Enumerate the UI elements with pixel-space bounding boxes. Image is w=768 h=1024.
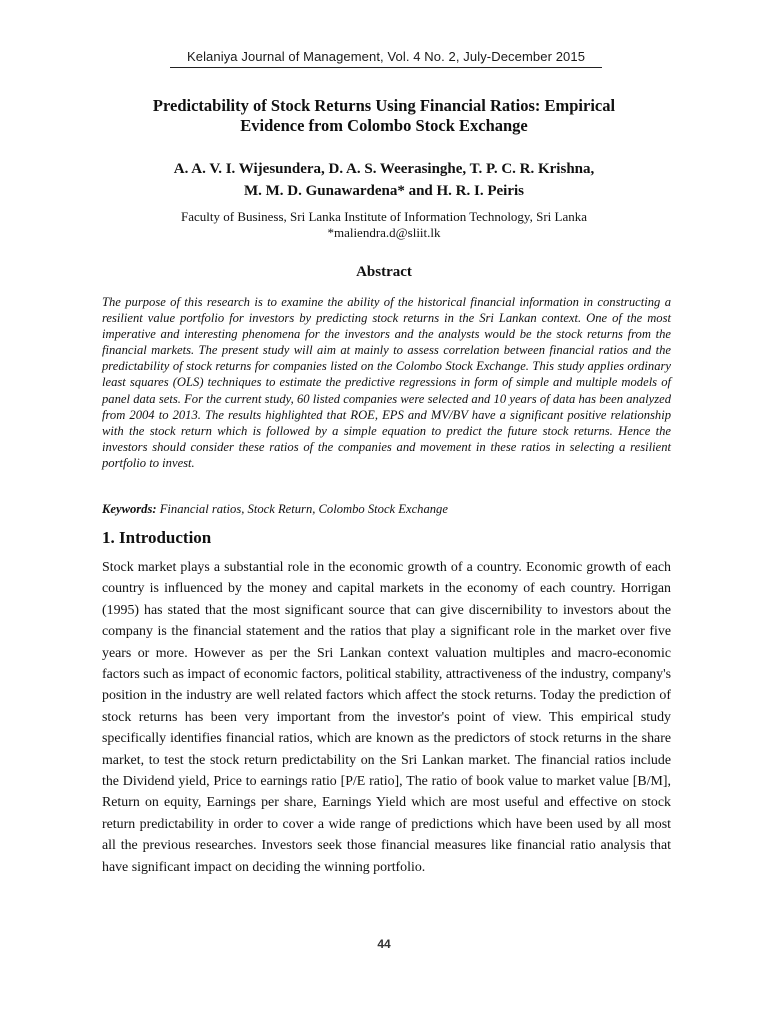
paper-title-line-2: Evidence from Colombo Stock Exchange [240, 116, 528, 135]
affiliation-email: *maliendra.d@sliit.lk [327, 225, 441, 240]
author-list-line-1: A. A. V. I. Wijesundera, D. A. S. Weerasinghe, T. P. C. R. Krishna, [173, 161, 595, 177]
introduction-body: Stock market plays a substantial role in the economic growth of a country. Economic growth of each country is influenced by the money and capital markets in the economy of each country. Horrigan (1995) has stated that the most significant source that can give discernibility to investors about the company is the financial statement and the ratios that play a significant role in the market over five years or more. However as per the Sri Lankan context valuation multiples and macro-economic factors such as impact of economic factors, political stability, attractiveness of the industry, company's position in the industry are well related factors which affect the stock returns. Today the prediction of stock returns has been very important from the investor's point of view. This empirical study specifically identifies financial ratios, which are known as the predictors of stock returns in the share market, to test the stock return predictability on the Sri Lankan market. The financial ratios include the Dividend yield, Price to earnings ratio [P/E ratio], The ratio of book value to market value [B/M], Return on equity, Earnings per share, Earnings Yield which are most useful and effective on stock return predictability in order to cover a wide range of predictions which have been used by all most all the previous researches. Investors seek those financial measures like financial ratio analysis that have significant impact on deciding the winning portfolio. [102, 560, 671, 875]
page-number: 44 [377, 937, 391, 951]
abstract-body: The purpose of this research is to examine the ability of the historical financial information in constructing a resilient value portfolio for investors by predicting stock returns in the Sri Lankan context. One of the most imperative and interesting phenomena for the investors and the analysts would be the stock returns from the financial markets. The present study will aim at mainly to assess correlation between financial ratios and the predictability of stock returns for companies listed on the Colombo Stock Exchange. This study applies ordinary least squares (OLS) techniques to estimate the predictive regressions in form of simple and multiple models of panel data sets. For the current study, 60 listed companies were selected and 10 years of data has been analyzed from 2004 to 2013. The results highlighted that ROE, EPS and MV/BV have a significant positive relationship with the stock return which is followed by a simple equation to predict the future stock returns. Hence the investors should consider these ratios of the companies and movement in these ratios in selecting a resilient portfolio to invest. [102, 295, 671, 470]
keywords-label: Keywords: [102, 502, 157, 516]
keywords [102, 501, 671, 517]
affiliation-institution: Faculty of Business, Sri Lanka Institute of Information Technology, Sri Lanka [181, 209, 587, 224]
affiliation [90, 209, 678, 241]
author-list [90, 158, 678, 202]
running-header: Kelaniya Journal of Management, Vol. 4 No. 2, July-December 2015 [186, 49, 586, 64]
paper-title-line-1: Predictability of Stock Returns Using Financial Ratios: Empirical [152, 96, 616, 115]
author-list-line-2: M. M. D. Gunawardena* and H. R. I. Peiris [243, 183, 524, 199]
section-heading-introduction: 1. Introduction [102, 528, 212, 547]
header-rule [170, 67, 602, 68]
keywords-text: Financial ratios, Stock Return, Colombo Stock Exchange [159, 502, 448, 516]
paper-title [90, 96, 678, 136]
abstract-heading: Abstract [356, 264, 412, 280]
